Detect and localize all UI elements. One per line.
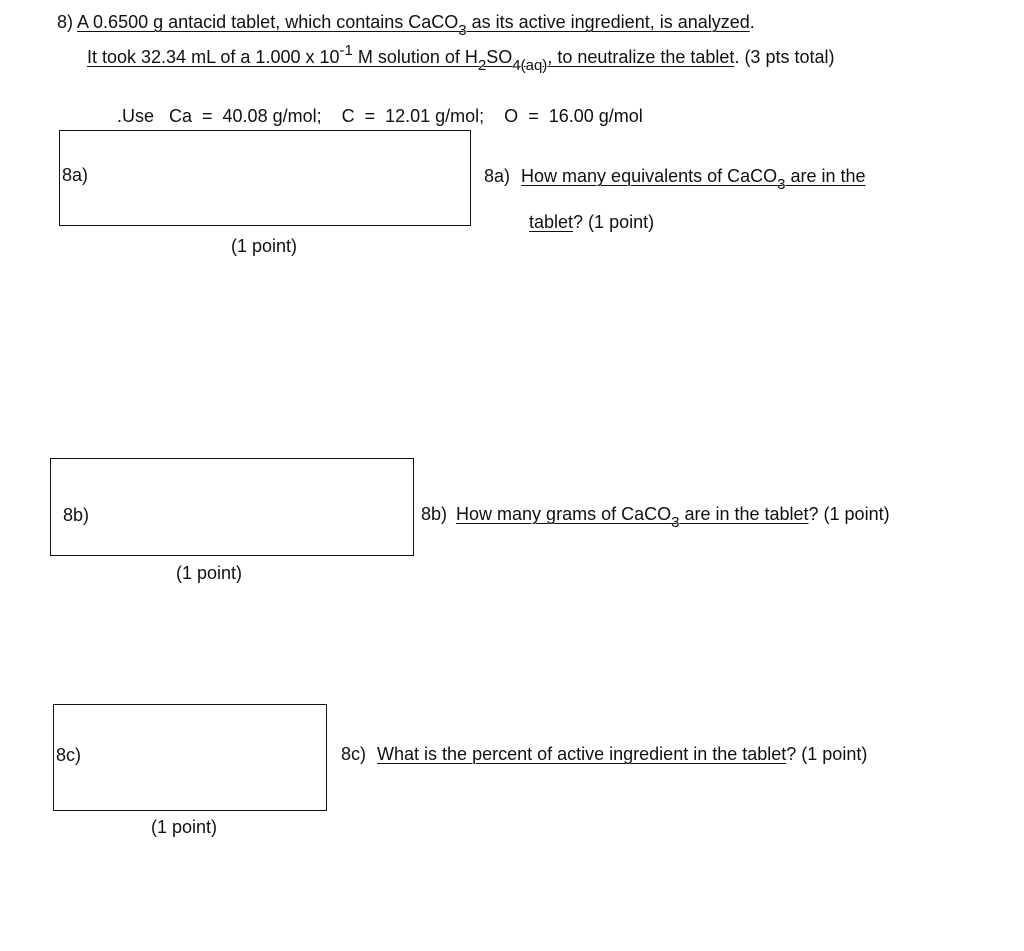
answer-box-8a[interactable] <box>59 130 471 226</box>
points-label-8c: (1 point) <box>151 817 218 837</box>
answer-box-label-8b: 8b) <box>63 505 90 525</box>
answer-box-8b[interactable] <box>50 458 414 556</box>
problem-statement-part2: It took 32.34 mL of a 1.000 x $10^{-1}$ M solution of $H_2SO_{4(aq)}$, to neutralize the tablet <box>87 42 735 74</box>
answer-box-label-8a: 8a) <box>62 165 89 185</box>
problem-statement-part1: A 0.6500 g antacid tablet, which contains CaCO$_3$ as its active ingredient, is analyzed <box>77 12 750 39</box>
problem-header-line1: 8) A 0.6500 g antacid tablet, which contains CaCO$_3$ as its active ingredient, is analyzed. <box>57 12 755 39</box>
points-label-8a: (1 point) <box>231 236 298 256</box>
question-8b: 8b) How many grams of CaCO$_3$ are in the tablet? (1 point) <box>421 504 890 531</box>
question-8a: 8a) How many equivalents of CaCO$_3$ are in the <box>484 166 866 193</box>
molar-masses-line: .Use Ca = 40.08 g/mol; C = 12.01 g/mol; O = 16.00 g/mol <box>117 106 643 126</box>
problem-number: 8) <box>57 12 74 32</box>
points-label-8b: (1 point) <box>176 563 243 583</box>
answer-box-label-8c: 8c) <box>56 745 82 765</box>
answer-box-8c[interactable] <box>53 704 327 811</box>
question-8c: 8c) What is the percent of active ingredient in the tablet? (1 point) <box>341 744 868 764</box>
question-8a-line2: tablet? (1 point) <box>529 212 655 232</box>
problem-header-line2: It took 32.34 mL of a 1.000 x $10^{-1}$ M solution of $H_2SO_{4(aq)}$, to neutralize the tablet. (3 pts total) <box>87 42 835 74</box>
